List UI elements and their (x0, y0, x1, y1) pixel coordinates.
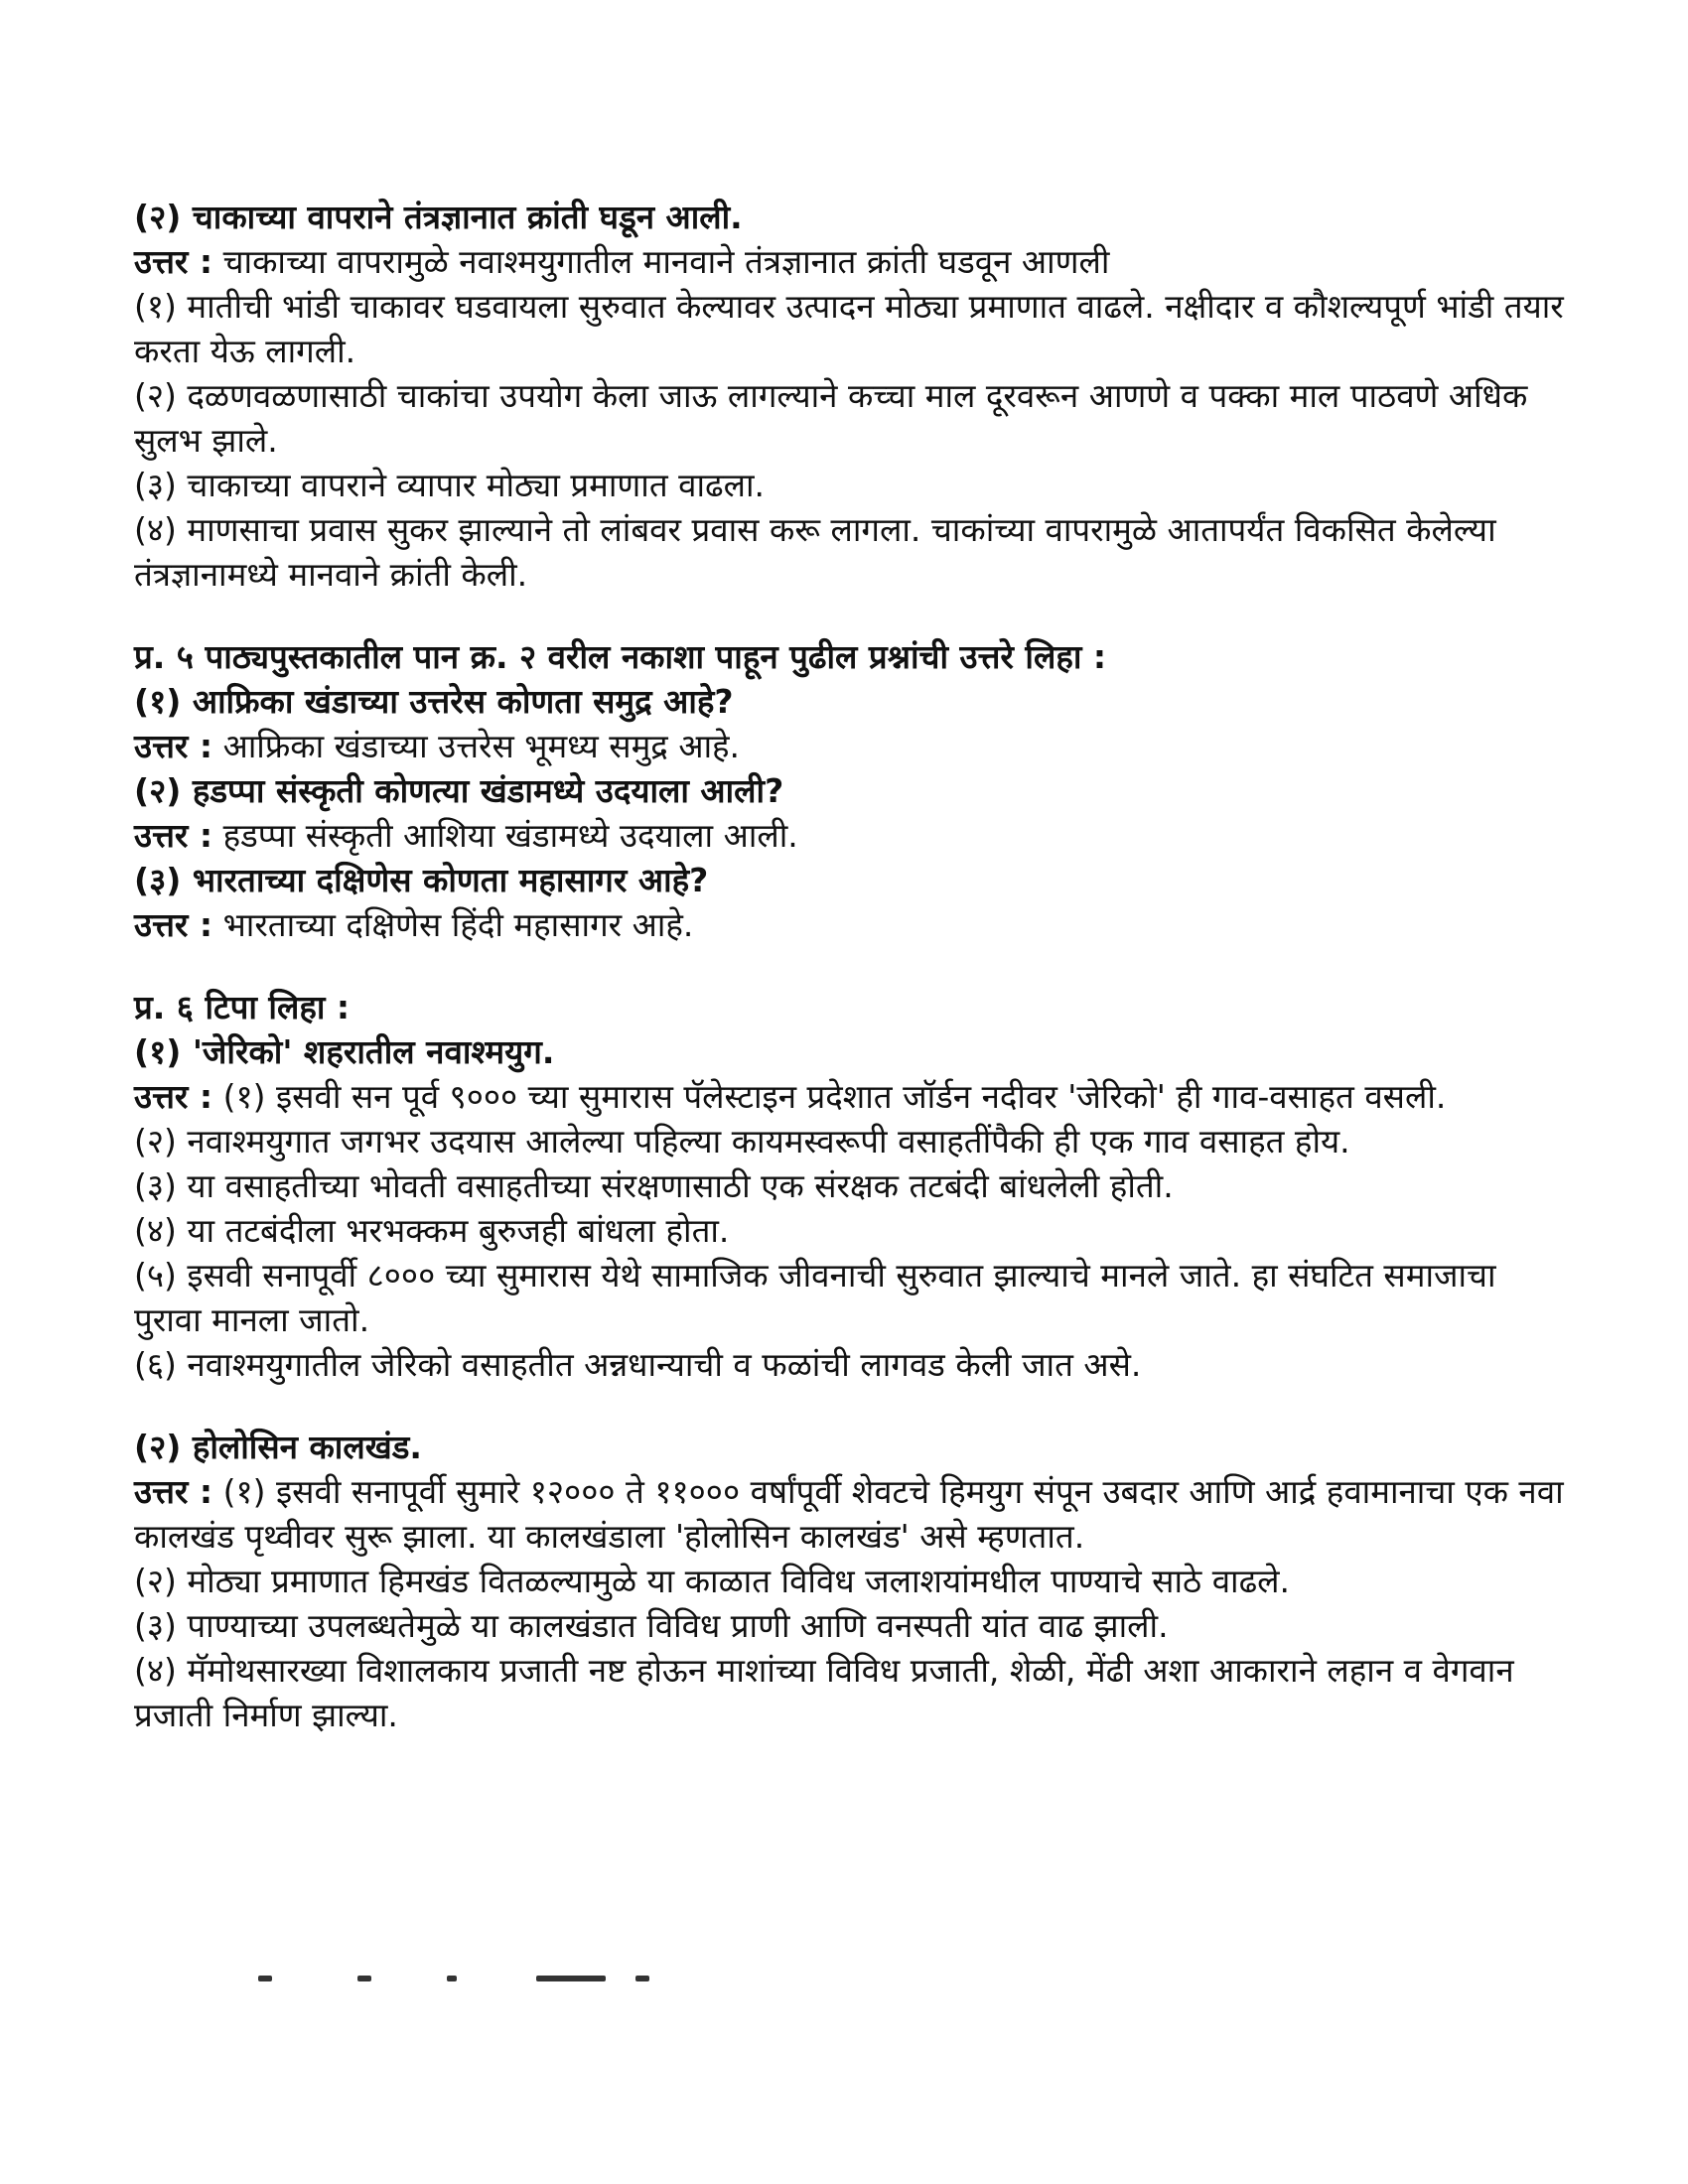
answer-text: भारताच्या दक्षिणेस हिंदी महासागर आहे. (212, 905, 694, 944)
section-jericho-notes (134, 985, 1564, 1387)
answer-point: (१) मातीची भांडी चाकावर घडवायला सुरुवात केल्यावर उत्पादन मोठ्या प्रमाणात वाढले. नक्षीदार व कौशल्यपूर्ण भांडी तयार करता येऊ लागली. (134, 287, 1564, 370)
answer-line (134, 1074, 1564, 1119)
answer-text: चाकाच्या वापरामुळे नवाश्मयुगातील मानवाने तंत्रज्ञानात क्रांती घडवून आणली (212, 242, 1110, 281)
answer-point: (४) मॅमोथसारख्या विशालकाय प्रजाती नष्ट होऊन माशांच्या विविध प्रजाती, शेळी, मेंढी अशा आकाराने लहान व वेगवान प्रजाती निर्माण झाल्या. (134, 1651, 1514, 1734)
answer-point: (३) या वसाहतीच्या भोवती वसाहतीच्या संरक्षणासाठी एक संरक्षक तटबंदी बांधलेली होती. (134, 1166, 1174, 1205)
answer-text: आफ्रिका खंडाच्या उत्तरेस भूमध्य समुद्र आहे. (212, 727, 741, 765)
answer-text: हडप्पा संस्कृती आशिया खंडामध्ये उदयाला आली. (212, 816, 798, 855)
answer-point: (२) नवाश्मयुगात जगभर उदयास आलेल्या पहिल्या कायमस्वरूपी वसाहतींपैकी ही एक गाव वसाहत होय. (134, 1122, 1350, 1160)
answer-label: उत्तर : (134, 727, 213, 765)
answer-text: (१) इसवी सनापूर्वी सुमारे १२००० ते ११००० वर्षांपूर्वी शेवटचे हिमयुग संपून उबदार आणि आर्द्र हवामानाचा एक नवा कालखंड पृथ्वीवर सुरू झाला. या कालखंडाला 'होलोसिन कालखंड' असे म्हणतात. (134, 1472, 1564, 1556)
sub-question: (१) 'जेरिको' शहरातील नवाश्मयुग. (134, 1032, 555, 1071)
answer-line (134, 239, 1564, 284)
answer-label: उत्तर : (134, 1077, 213, 1116)
answer-label: उत्तर : (134, 242, 213, 281)
question-heading: (२) चाकाच्या वापराने तंत्रज्ञानात क्रांती घडून आली. (134, 198, 743, 236)
question-heading: प्र. ५ पाठ्यपुस्तकातील पान क्र. २ वरील नकाशा पाहून पुढील प्रश्नांची उत्तरे लिहा : (134, 637, 1107, 676)
answer-line (134, 902, 1564, 947)
answer-label: उत्तर : (134, 816, 213, 855)
answer-point: (२) दळणवळणासाठी चाकांचा उपयोग केला जाऊ लागल्याने कच्चा माल दूरवरून आणणे व पक्का माल पाठवणे अधिक सुलभ झाले. (134, 376, 1528, 460)
answer-text: (१) इसवी सन पूर्व ९००० च्या सुमारास पॅलेस्टाइन प्रदेशात जॉर्डन नदीवर 'जेरिको' ही गाव-वसाहत वसली. (212, 1077, 1447, 1116)
answer-point: (३) चाकाच्या वापराने व्यापार मोठ्या प्रमाणात वाढला. (134, 466, 765, 504)
cut-off-text-marks (258, 1976, 715, 1985)
sub-question: (१) आफ्रिका खंडाच्या उत्तरेस कोणता समुद्र आहे? (134, 682, 734, 721)
question-heading: प्र. ६ टिपा लिहा : (134, 988, 351, 1026)
section-map-questions (134, 634, 1564, 947)
answer-line (134, 813, 1564, 858)
answer-label: उत्तर : (134, 1472, 213, 1511)
answer-line (134, 724, 1564, 768)
answer-point: (६) नवाश्मयुगातील जेरिको वसाहतीत अन्नधान्याची व फळांची लागवड केली जात असे. (134, 1345, 1142, 1384)
answer-point: (४) या तटबंदीला भरभक्कम बुरुजही बांधला होता. (134, 1211, 730, 1250)
answer-point: (२) मोठ्या प्रमाणात हिमखंड वितळल्यामुळे या काळात विविध जलाशयांमधील पाण्याचे साठे वाढले. (134, 1562, 1291, 1600)
answer-point: (५) इसवी सनापूर्वी ८००० च्या सुमारास येथे सामाजिक जीवनाची सुरुवात झाल्याचे मानले जाते. हा संघटित समाजाचा पुरावा मानला जातो. (134, 1256, 1496, 1339)
page-content (134, 195, 1564, 1737)
answer-label: उत्तर : (134, 905, 213, 944)
sub-question: (२) होलोसिन कालखंड. (134, 1428, 422, 1466)
answer-point: (३) पाण्याच्या उपलब्धतेमुळे या कालखंडात विविध प्राणी आणि वनस्पती यांत वाढ झाली. (134, 1606, 1169, 1645)
sub-question: (३) भारताच्या दक्षिणेस कोणता महासागर आहे? (134, 861, 709, 899)
answer-point: (४) माणसाचा प्रवास सुकर झाल्याने तो लांबवर प्रवास करू लागला. चाकांच्या वापरामुळे आतापर्यंत विकसित केलेल्या तंत्रज्ञानामध्ये मानवाने क्रांती केली. (134, 510, 1496, 594)
sub-question: (२) हडप्पा संस्कृती कोणत्या खंडामध्ये उदयाला आली? (134, 771, 784, 810)
answer-line (134, 1469, 1564, 1559)
section-wheel-technology (134, 195, 1564, 597)
section-holocene-notes (134, 1425, 1564, 1737)
